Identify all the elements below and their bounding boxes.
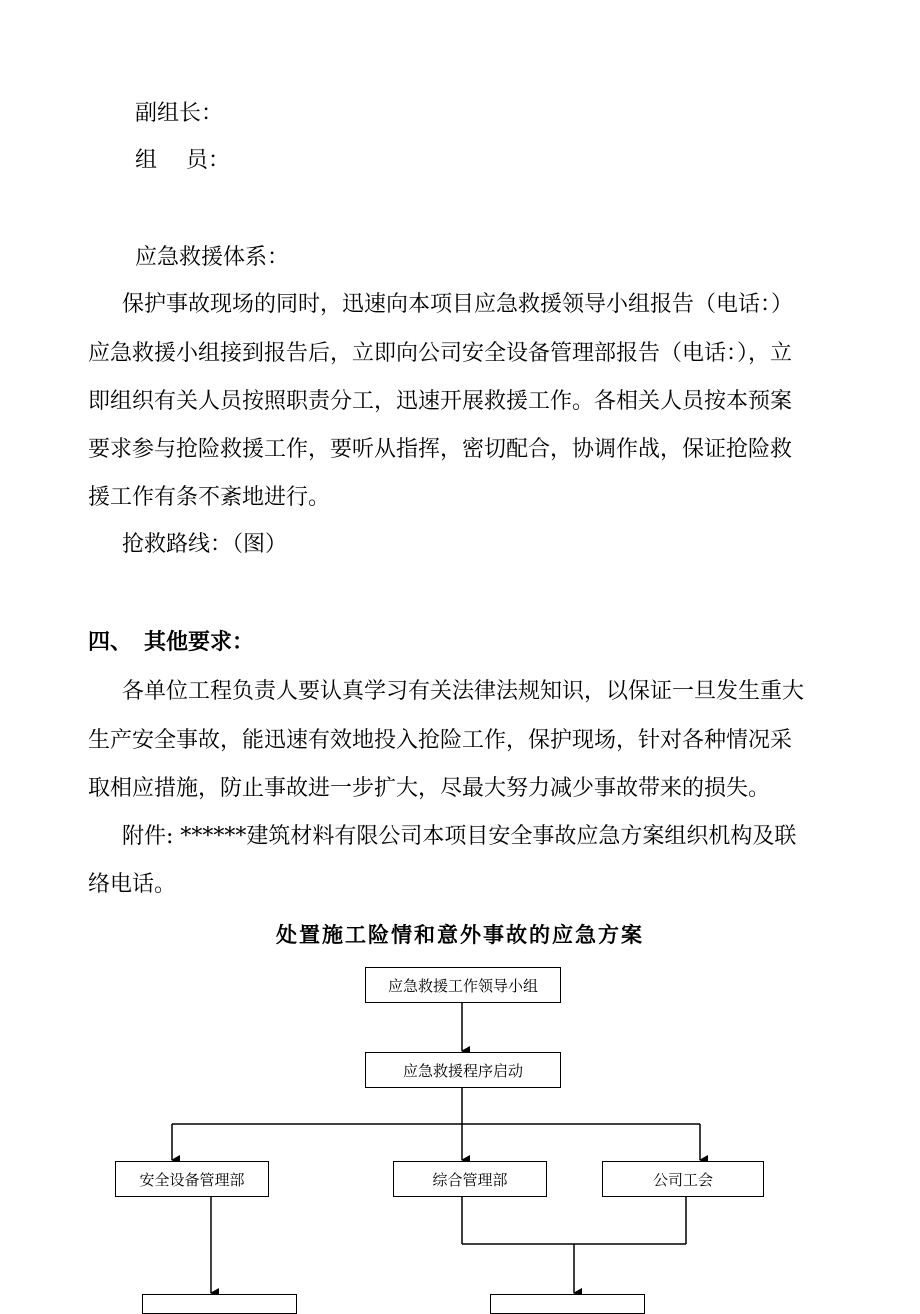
paragraph-line: 取相应措施，防止事故进一步扩大，尽最大努力减少事故带来的损失。 <box>88 776 771 801</box>
node-union: 公司工会 <box>602 1161 764 1197</box>
node-bottom-right <box>490 1294 645 1314</box>
node-procedure-start: 应急救援程序启动 <box>365 1052 561 1088</box>
paragraph-line: 援工作有条不紊地进行。 <box>88 485 331 510</box>
paragraph-line: 应急救援小组接到报告后，立即向公司安全设备管理部报告（电话：），立 <box>88 341 793 366</box>
paragraph-line: 即组织有关人员按照职责分工，迅速开展救援工作。各相关人员按本预案 <box>88 389 793 414</box>
node-safety-dept: 安全设备管理部 <box>115 1161 269 1197</box>
rescue-route: 抢救路线：（图） <box>122 532 288 557</box>
paragraph-line: 各单位工程负责人要认真学习有关法律法规知识，以保证一旦发生重大 <box>122 679 805 704</box>
section-number: 四、 <box>88 629 133 655</box>
paragraph-line: 要求参与抢险救援工作，要听从指挥，密切配合，协调作战，保证抢险救 <box>88 437 793 462</box>
attachment-line: 附件: ******建筑材料有限公司本项目安全事故应急方案组织机构及联 <box>122 824 797 849</box>
flowchart-title: 处置施工险情和意外事故的应急方案 <box>276 922 644 947</box>
members-label: 组 员： <box>135 148 230 173</box>
node-bottom-left <box>142 1294 297 1314</box>
paragraph-line: 保护事故现场的同时，迅速向本项目应急救援领导小组报告（电话：） <box>122 292 794 317</box>
node-general-dept: 综合管理部 <box>393 1161 547 1197</box>
paragraph-line: 生产安全事故，能迅速有效地投入抢险工作，保护现场，针对各种情况采 <box>88 728 793 753</box>
rescue-system-title: 应急救援体系： <box>135 245 290 270</box>
node-leader-group: 应急救援工作领导小组 <box>365 967 561 1003</box>
section-title: 其他要求： <box>144 629 255 655</box>
deputy-leader-label: 副组长： <box>135 101 224 126</box>
attachment-line: 络电话。 <box>88 872 177 897</box>
